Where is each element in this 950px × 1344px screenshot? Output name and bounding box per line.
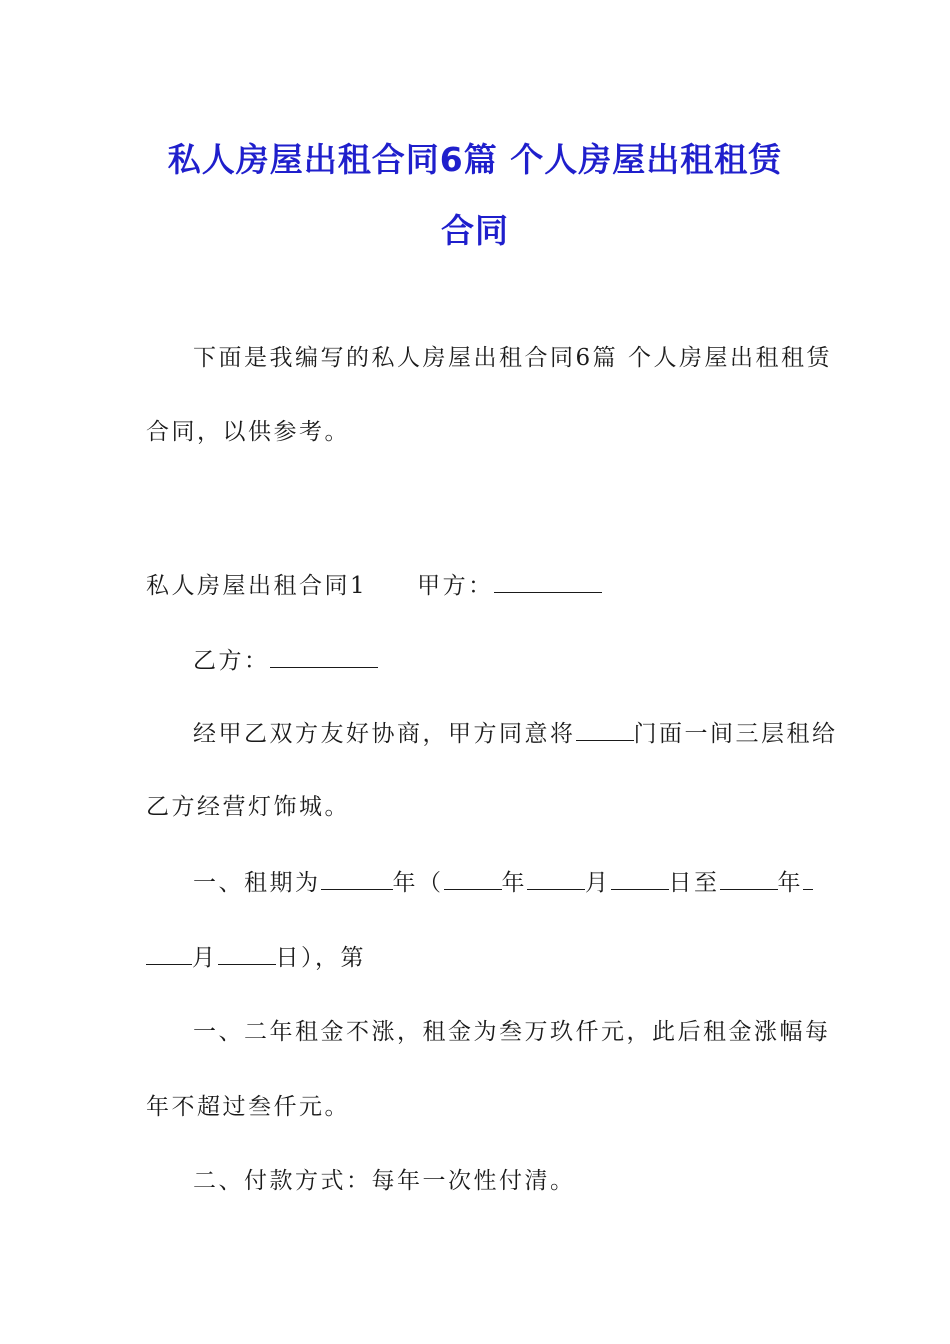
rent-line-2: 年不超过叁仟元。 bbox=[146, 1094, 350, 1120]
party-a-label: 甲方： bbox=[417, 573, 494, 599]
payment-line: 二、付款方式：每年一次性付清。 bbox=[193, 1168, 576, 1194]
term-text-b: 年（ bbox=[392, 870, 444, 896]
end-day-blank bbox=[218, 942, 276, 965]
term-text-d: 月 bbox=[585, 870, 611, 896]
term-years-blank bbox=[321, 867, 393, 890]
end-month-blank-end bbox=[146, 942, 192, 965]
rent-line-1: 一、二年租金不涨，租金为叁万玖仟元，此后租金涨幅每 bbox=[193, 1019, 831, 1045]
contract-heading-line bbox=[146, 570, 602, 601]
term-text-f: 年 bbox=[777, 870, 803, 896]
term-text-e: 日至 bbox=[668, 870, 720, 896]
agreement-text-b: 门面一间三层租给 bbox=[633, 721, 838, 747]
premises-blank bbox=[576, 718, 634, 741]
party-b-line bbox=[193, 645, 378, 676]
intro-paragraph-line-1: 下面是我编写的私人房屋出租合同6篇 个人房屋出租租赁 bbox=[193, 345, 832, 371]
party-b-blank bbox=[270, 645, 378, 668]
start-day-blank bbox=[611, 867, 669, 890]
term-text-g: 月 bbox=[192, 945, 218, 971]
agreement-line-1 bbox=[193, 718, 838, 749]
contract-heading: 私人房屋出租合同1 bbox=[146, 573, 368, 599]
end-month-blank-start bbox=[803, 867, 813, 890]
term-line-1 bbox=[193, 867, 813, 898]
term-text-c: 年 bbox=[501, 870, 527, 896]
agreement-text-a: 经甲乙双方友好协商，甲方同意将 bbox=[193, 721, 576, 747]
document-title-line-1: 私人房屋出租合同6篇 个人房屋出租租赁 bbox=[167, 140, 783, 179]
start-month-blank bbox=[527, 867, 585, 890]
term-line-2 bbox=[146, 942, 366, 973]
start-year-blank bbox=[444, 867, 502, 890]
term-text-h: 日），第 bbox=[275, 945, 366, 971]
document-title-line-2: 合同 bbox=[441, 211, 509, 250]
party-b-label: 乙方： bbox=[193, 648, 270, 674]
agreement-line-2: 乙方经营灯饰城。 bbox=[146, 794, 350, 820]
party-a-blank bbox=[494, 570, 602, 593]
intro-paragraph-line-2: 合同，以供参考。 bbox=[146, 419, 350, 445]
end-year-blank bbox=[720, 867, 778, 890]
term-text-a: 一、租期为 bbox=[193, 870, 321, 896]
